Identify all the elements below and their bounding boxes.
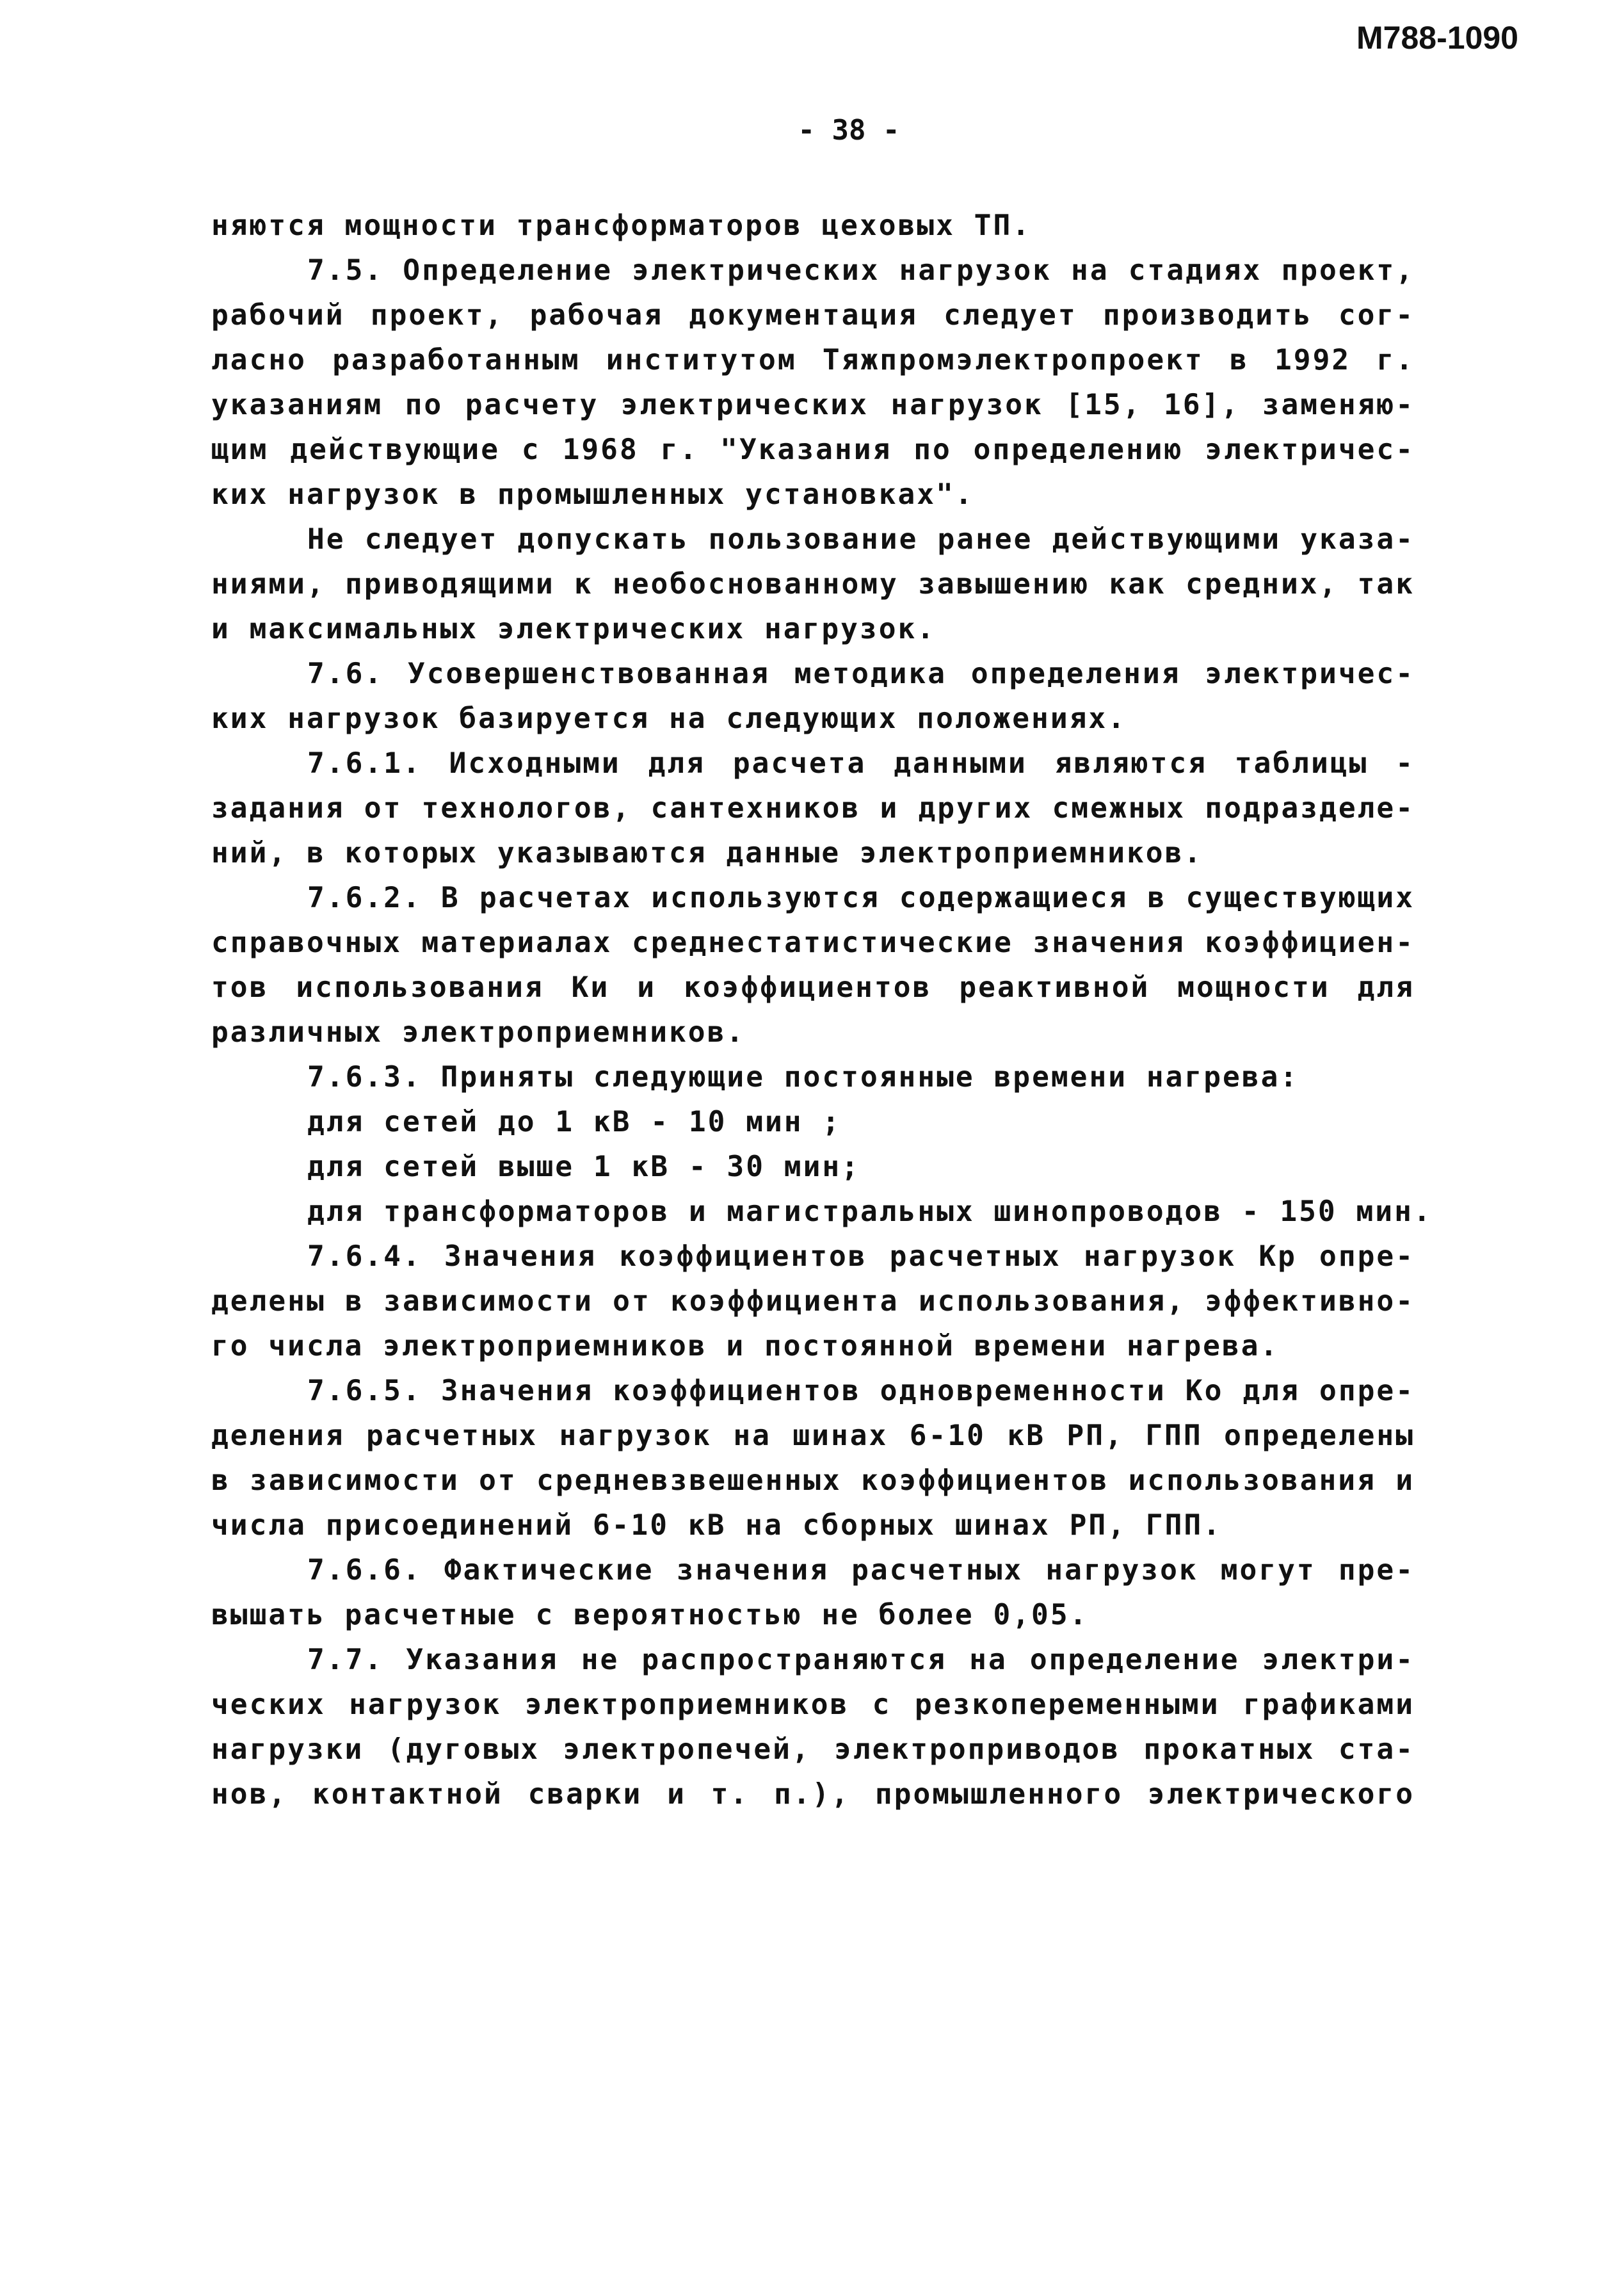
- text-line: и максимальных электрических нагрузок.: [211, 613, 937, 645]
- text-line: нагрузки (дуговых электропечей, электроприводов прокатных ста-: [211, 1733, 1415, 1766]
- text-line: задания от технологов, сантехников и других смежных подразделе-: [211, 792, 1415, 825]
- text-line: Не следует допускать пользование ранее действующими указа-: [307, 523, 1415, 556]
- text-line: ниями, приводящими к необоснованному завышению как средних, так: [211, 568, 1415, 601]
- text-line: 7.7. Указания не распространяются на определение электри-: [307, 1644, 1415, 1676]
- text-line: ких нагрузок базируется на следующих положениях.: [211, 702, 1127, 735]
- text-line: указаниям по расчету электрических нагрузок [15, 16], заменяю-: [211, 389, 1415, 421]
- text-line: ческих нагрузок электроприемников с резкопеременными графиками: [211, 1688, 1415, 1721]
- text-line: вышать расчетные с вероятностью не более 0,05.: [211, 1599, 1089, 1631]
- text-line: 7.6.2. В расчетах используются содержащиеся в существующих: [307, 882, 1415, 914]
- text-line: 7.6.1. Исходными для расчета данными являются таблицы -: [307, 747, 1415, 780]
- text-line: деления расчетных нагрузок на шинах 6-10 кВ РП, ГПП определены: [211, 1419, 1415, 1452]
- text-line: 7.5. Определение электрических нагрузок на стадиях проект,: [307, 254, 1415, 287]
- text-line: ласно разработанным институтом Тяжпромэлектропроект в 1992 г.: [211, 344, 1415, 376]
- text-line: различных электроприемников.: [211, 1016, 746, 1049]
- text-line: для трансформаторов и магистральных шинопроводов - 150 мин.: [307, 1195, 1433, 1228]
- text-line: нов, контактной сварки и т. п.), промышленного электрического: [211, 1778, 1415, 1811]
- text-line: в зависимости от средневзвешенных коэффициентов использования и: [211, 1464, 1415, 1497]
- text-line: тов использования Ки и коэффициентов реактивной мощности для: [211, 971, 1415, 1004]
- text-line: го числа электроприемников и постоянной времени нагрева.: [211, 1330, 1280, 1362]
- text-line: для сетей выше 1 кВ - 30 мин;: [307, 1151, 860, 1183]
- text-line: 7.6.5. Значения коэффициентов одновременности Ко для опре-: [307, 1375, 1415, 1407]
- text-line: ких нагрузок в промышленных установках".: [211, 478, 974, 511]
- body-text: [211, 204, 1433, 1817]
- text-line: для сетей до 1 кВ - 10 мин ;: [307, 1106, 842, 1138]
- text-line: 7.6. Усовершенствованная методика определения электричес-: [307, 658, 1415, 690]
- document-code: М788-1090: [1356, 20, 1518, 56]
- text-line: 7.6.6. Фактические значения расчетных нагрузок могут пре-: [307, 1554, 1415, 1587]
- text-line: рабочий проект, рабочая документация следует производить сог-: [211, 299, 1415, 332]
- text-line: няются мощности трансформаторов цеховых ТП.: [211, 209, 1032, 242]
- text-line: 7.6.3. Приняты следующие постоянные времени нагрева:: [307, 1061, 1299, 1094]
- text-line: ний, в которых указываются данные электроприемников.: [211, 837, 1203, 869]
- text-line: щим действующие с 1968 г. "Указания по определению электричес-: [211, 433, 1415, 466]
- text-line: делены в зависимости от коэффициента использования, эффективно-: [211, 1285, 1415, 1318]
- text-line: справочных материалах среднестатистические значения коэффициен-: [211, 926, 1415, 959]
- text-line: числа присоединений 6-10 кВ на сборных шинах РП, ГПП.: [211, 1509, 1222, 1542]
- page-number: - 38 -: [798, 114, 900, 147]
- text-line: 7.6.4. Значения коэффициентов расчетных нагрузок Кр опре-: [307, 1240, 1415, 1273]
